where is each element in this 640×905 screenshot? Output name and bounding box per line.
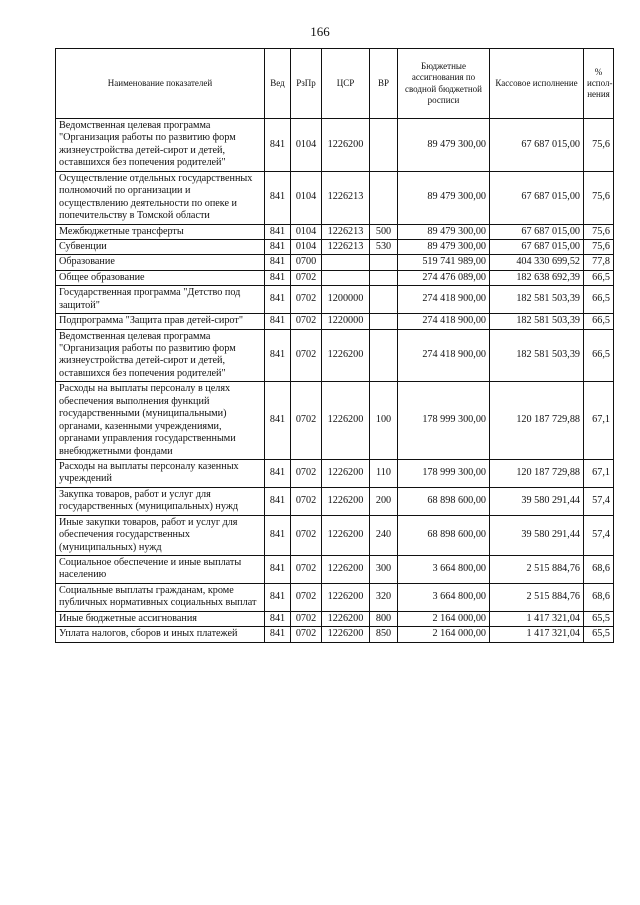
row-rzpr: 0702 <box>291 329 322 382</box>
row-csr: 1226200 <box>322 583 370 611</box>
row-vr <box>370 255 398 270</box>
row-assignments: 68 898 600,00 <box>398 515 490 555</box>
header-name: Наименование показателей <box>56 49 265 119</box>
row-csr: 1226200 <box>322 515 370 555</box>
row-ved: 841 <box>265 171 291 224</box>
row-assignments: 2 164 000,00 <box>398 611 490 626</box>
table-row <box>56 611 614 626</box>
row-csr: 1226200 <box>322 459 370 487</box>
row-cash-execution: 182 581 503,39 <box>490 286 584 314</box>
row-vr: 300 <box>370 556 398 584</box>
row-cash-execution: 404 330 699,52 <box>490 255 584 270</box>
page-number: 166 <box>310 24 330 39</box>
row-rzpr: 0702 <box>291 627 322 642</box>
row-name: Расходы на выплаты персоналу казенных учреждений <box>56 459 265 487</box>
header-assignments: Бюджетные ассигнования по сводной бюджетной росписи <box>398 49 490 119</box>
row-cash-execution: 182 638 692,39 <box>490 270 584 285</box>
row-rzpr: 0702 <box>291 611 322 626</box>
row-vr: 110 <box>370 459 398 487</box>
row-rzpr: 0702 <box>291 314 322 329</box>
row-rzpr: 0702 <box>291 459 322 487</box>
row-vr: 850 <box>370 627 398 642</box>
table-row <box>56 255 614 270</box>
row-ved: 841 <box>265 487 291 515</box>
row-name: Уплата налогов, сборов и иных платежей <box>56 627 265 642</box>
row-cash-execution: 67 687 015,00 <box>490 119 584 172</box>
row-vr <box>370 329 398 382</box>
table-row <box>56 286 614 314</box>
row-ved: 841 <box>265 224 291 239</box>
table-header <box>56 49 614 119</box>
header-cash-execution: Кассовое исполнение <box>490 49 584 119</box>
row-csr <box>322 270 370 285</box>
row-name: Иные бюджетные ассигнования <box>56 611 265 626</box>
row-name: Образование <box>56 255 265 270</box>
row-rzpr: 0702 <box>291 270 322 285</box>
table-row <box>56 314 614 329</box>
row-cash-execution: 182 581 503,39 <box>490 329 584 382</box>
row-csr: 1226213 <box>322 171 370 224</box>
table-row <box>56 382 614 460</box>
row-rzpr: 0702 <box>291 382 322 460</box>
row-name: Закупка товаров, работ и услуг для государственных (муниципальных) нужд <box>56 487 265 515</box>
header-rzpr: РзПр <box>291 49 322 119</box>
row-name: Осуществление отдельных государственных полномочий по организации и осуществлению деятельности по опеке и попечительству в Томской области <box>56 171 265 224</box>
row-name: Субвенции <box>56 239 265 254</box>
row-assignments: 3 664 800,00 <box>398 556 490 584</box>
row-csr: 1226213 <box>322 239 370 254</box>
table-row <box>56 515 614 555</box>
row-vr: 320 <box>370 583 398 611</box>
row-percent: 65,5 <box>584 611 614 626</box>
row-percent: 65,5 <box>584 627 614 642</box>
row-percent: 68,6 <box>584 583 614 611</box>
row-ved: 841 <box>265 556 291 584</box>
row-cash-execution: 120 187 729,88 <box>490 459 584 487</box>
row-percent: 75,6 <box>584 119 614 172</box>
row-assignments: 274 418 900,00 <box>398 286 490 314</box>
row-csr: 1226200 <box>322 627 370 642</box>
row-csr: 1220000 <box>322 314 370 329</box>
row-assignments: 89 479 300,00 <box>398 224 490 239</box>
row-cash-execution: 2 515 884,76 <box>490 556 584 584</box>
row-ved: 841 <box>265 314 291 329</box>
row-ved: 841 <box>265 239 291 254</box>
row-ved: 841 <box>265 459 291 487</box>
row-cash-execution: 67 687 015,00 <box>490 171 584 224</box>
row-name: Ведомственная целевая программа "Организация работы по развитию форм жизнеустройства детей-сирот и детей, оставшихся без попечения родителей" <box>56 119 265 172</box>
row-cash-execution: 67 687 015,00 <box>490 224 584 239</box>
row-vr: 200 <box>370 487 398 515</box>
row-ved: 841 <box>265 382 291 460</box>
row-name: Социальное обеспечение и иные выплаты населению <box>56 556 265 584</box>
row-vr <box>370 314 398 329</box>
row-csr: 1226200 <box>322 556 370 584</box>
row-name: Общее образование <box>56 270 265 285</box>
table-row <box>56 627 614 642</box>
row-rzpr: 0104 <box>291 119 322 172</box>
row-vr: 240 <box>370 515 398 555</box>
row-ved: 841 <box>265 119 291 172</box>
row-assignments: 274 476 089,00 <box>398 270 490 285</box>
row-ved: 841 <box>265 583 291 611</box>
row-name: Межбюджетные трансферты <box>56 224 265 239</box>
row-ved: 841 <box>265 515 291 555</box>
table-row <box>56 119 614 172</box>
row-assignments: 68 898 600,00 <box>398 487 490 515</box>
row-assignments: 178 999 300,00 <box>398 382 490 460</box>
row-csr: 1226200 <box>322 611 370 626</box>
row-csr: 1226200 <box>322 329 370 382</box>
row-cash-execution: 120 187 729,88 <box>490 382 584 460</box>
row-ved: 841 <box>265 611 291 626</box>
row-assignments: 519 741 989,00 <box>398 255 490 270</box>
row-rzpr: 0104 <box>291 171 322 224</box>
row-cash-execution: 2 515 884,76 <box>490 583 584 611</box>
row-name: Социальные выплаты гражданам, кроме публичных нормативных социальных выплат <box>56 583 265 611</box>
row-percent: 57,4 <box>584 487 614 515</box>
row-ved: 841 <box>265 286 291 314</box>
row-percent: 57,4 <box>584 515 614 555</box>
row-vr <box>370 286 398 314</box>
row-rzpr: 0104 <box>291 224 322 239</box>
row-name: Ведомственная целевая программа "Организация работы по развитию форм жизнеустройства детей-сирот и детей, оставшихся без попечения родителей" <box>56 329 265 382</box>
row-assignments: 178 999 300,00 <box>398 459 490 487</box>
row-cash-execution: 182 581 503,39 <box>490 314 584 329</box>
row-vr <box>370 119 398 172</box>
row-assignments: 3 664 800,00 <box>398 583 490 611</box>
row-percent: 66,5 <box>584 286 614 314</box>
row-vr <box>370 171 398 224</box>
row-assignments: 89 479 300,00 <box>398 239 490 254</box>
budget-table <box>55 48 614 643</box>
row-name: Иные закупки товаров, работ и услуг для обеспечения государственных (муниципальных) нужд <box>56 515 265 555</box>
header-csr: ЦСР <box>322 49 370 119</box>
table-row <box>56 270 614 285</box>
row-rzpr: 0702 <box>291 583 322 611</box>
row-assignments: 89 479 300,00 <box>398 171 490 224</box>
row-percent: 77,8 <box>584 255 614 270</box>
row-rzpr: 0702 <box>291 286 322 314</box>
row-assignments: 89 479 300,00 <box>398 119 490 172</box>
row-vr: 500 <box>370 224 398 239</box>
row-ved: 841 <box>265 270 291 285</box>
row-cash-execution: 39 580 291,44 <box>490 487 584 515</box>
row-csr: 1226200 <box>322 119 370 172</box>
header-vr: ВР <box>370 49 398 119</box>
row-csr: 1200000 <box>322 286 370 314</box>
table-row <box>56 556 614 584</box>
row-assignments: 2 164 000,00 <box>398 627 490 642</box>
row-csr: 1226213 <box>322 224 370 239</box>
row-cash-execution: 67 687 015,00 <box>490 239 584 254</box>
table-row <box>56 583 614 611</box>
row-percent: 75,6 <box>584 171 614 224</box>
table-row <box>56 487 614 515</box>
row-ved: 841 <box>265 255 291 270</box>
row-rzpr: 0702 <box>291 556 322 584</box>
row-rzpr: 0104 <box>291 239 322 254</box>
row-percent: 67,1 <box>584 459 614 487</box>
row-cash-execution: 1 417 321,04 <box>490 627 584 642</box>
row-ved: 841 <box>265 329 291 382</box>
row-csr: 1226200 <box>322 382 370 460</box>
row-vr: 100 <box>370 382 398 460</box>
row-percent: 68,6 <box>584 556 614 584</box>
header-ved: Вед <box>265 49 291 119</box>
table-row <box>56 239 614 254</box>
row-percent: 66,5 <box>584 314 614 329</box>
row-csr: 1226200 <box>322 487 370 515</box>
row-name: Подпрограмма "Защита прав детей-сирот" <box>56 314 265 329</box>
table-row <box>56 329 614 382</box>
row-assignments: 274 418 900,00 <box>398 314 490 329</box>
row-vr <box>370 270 398 285</box>
row-assignments: 274 418 900,00 <box>398 329 490 382</box>
row-vr: 530 <box>370 239 398 254</box>
table-row <box>56 224 614 239</box>
row-csr <box>322 255 370 270</box>
row-percent: 67,1 <box>584 382 614 460</box>
header-percent: % испол- нения <box>584 49 614 119</box>
row-percent: 66,5 <box>584 270 614 285</box>
row-ved: 841 <box>265 627 291 642</box>
table-body <box>56 119 614 643</box>
row-cash-execution: 39 580 291,44 <box>490 515 584 555</box>
row-name: Государственная программа "Детство под защитой" <box>56 286 265 314</box>
row-cash-execution: 1 417 321,04 <box>490 611 584 626</box>
row-percent: 75,6 <box>584 224 614 239</box>
table-row <box>56 459 614 487</box>
row-rzpr: 0702 <box>291 487 322 515</box>
row-vr: 800 <box>370 611 398 626</box>
row-rzpr: 0702 <box>291 515 322 555</box>
row-percent: 75,6 <box>584 239 614 254</box>
row-percent: 66,5 <box>584 329 614 382</box>
row-name: Расходы на выплаты персоналу в целях обеспечения выполнения функций государственными (муниципальными) органами, казенными учреждениями, органами управления государственными внебюджетными фондами <box>56 382 265 460</box>
table-row <box>56 171 614 224</box>
row-rzpr: 0700 <box>291 255 322 270</box>
